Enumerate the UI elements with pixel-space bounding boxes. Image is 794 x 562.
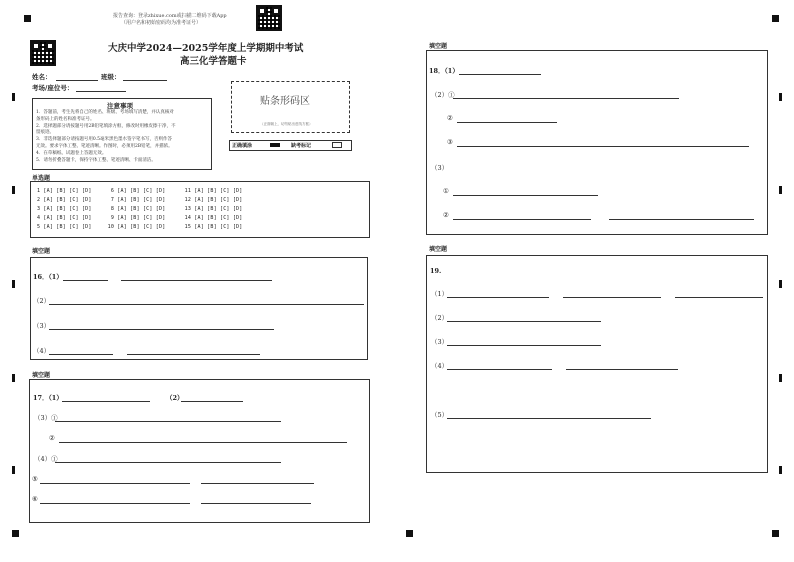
seat-field[interactable] [76,91,126,92]
q16-4-label: （4） [33,347,51,355]
notice-item: 留痕迹。 [36,130,54,136]
q16-3-blank[interactable] [49,329,274,330]
q16-1-blank-b[interactable] [121,280,272,281]
q19-1-blank-b[interactable] [563,297,661,298]
side-mark-2 [12,186,15,194]
q19-4-blank-b[interactable] [566,369,678,370]
side-mark-8 [779,280,782,288]
class-field[interactable] [123,80,167,81]
q19-section-label: 填空题 [429,246,448,253]
mc-row-2[interactable]: 2 [A] [B] [C] [D] 7 [A] [B] [C] [D] 12 [A] [B] [C] [D] [37,197,243,203]
q18-3-blank-2a[interactable] [453,219,591,220]
q18-section-label: 填空题 [429,43,448,50]
barcode-area [231,81,350,133]
notice-item: 5．请勿折叠答题卡，保持字体工整、笔迹清晰、卡面清洁。 [36,157,156,163]
q17-5-blank-a[interactable] [40,483,190,484]
q18-2-label: （2）① [431,91,455,99]
qr-code-left [30,40,56,66]
notice-item: 无效。要求字体工整、笔迹清晰。作图时，必须用2B铅笔，并描浓。 [36,143,173,149]
mc-row-3[interactable]: 3 [A] [B] [C] [D] 8 [A] [B] [C] [D] 13 [A] [B] [C] [D] [37,206,243,212]
q16-4-blank-b[interactable] [127,354,260,355]
q19-1-label: （1） [431,290,449,298]
name-field[interactable] [56,80,98,81]
q17-3b-label: ② [49,434,55,442]
q17-1-blank[interactable] [62,401,150,402]
q19-box [426,255,768,473]
corner-mark-tr [772,15,779,22]
mc-row-1[interactable]: 1 [A] [B] [C] [D] 6 [A] [B] [C] [D] 11 [A] [B] [C] [D] [37,188,243,194]
side-mark-5 [12,466,15,474]
q17-box [29,379,370,523]
q18-title: 18．（1） [429,67,459,75]
q18-3-blank-1[interactable] [453,195,598,196]
class-label: 班级： [101,73,121,81]
q19-1-blank-a[interactable] [447,297,549,298]
correct-fill-label: 正确填涂 [232,143,253,149]
q17-section-label: 填空题 [32,372,51,379]
q19-3-blank[interactable] [447,345,601,346]
notice-line-2: （用户名和初始密码均为准考证号） [121,20,202,26]
side-mark-9 [779,374,782,382]
q16-1-blank-a[interactable] [63,280,108,281]
corner-mark-bl [12,530,19,537]
q19-4-blank-a[interactable] [447,369,552,370]
notice-item: 条形码上的姓名和准考证号。 [36,116,95,122]
notice-box [32,98,212,170]
corner-mark-br [772,530,779,537]
q16-2-blank[interactable] [49,304,364,305]
q19-title: 19. [430,267,442,275]
q19-2-blank[interactable] [447,321,601,322]
q19-2-label: （2） [431,314,449,322]
q18-2-blank-3[interactable] [457,146,749,147]
barcode-hint: （正面朝上，切勿贴出虚线方框） [260,122,313,126]
q19-3-label: （3） [431,338,449,346]
q18-2-blank-1[interactable] [453,98,679,99]
notice-item: 4．在草稿纸、试题卷上答题无效。 [36,150,107,156]
q18-3-blank-2b[interactable] [609,219,754,220]
q17-4-label: （4）① [34,455,58,463]
notice-item: 1．答题前，考生先将自己的姓名、班级、考场填写清楚，并认真核对 [36,110,174,115]
side-mark-10 [779,466,782,474]
seat-label: 考场/座位号： [32,84,74,92]
q17-6-blank-a[interactable] [40,503,190,504]
corner-mark-bm [406,530,413,537]
q16-2-label: （2） [33,297,51,305]
notice-title: 注意事项 [107,102,133,110]
q17-3-blank-2[interactable] [59,442,347,443]
q18-3b-label: ② [443,211,449,219]
q17-3-blank-1[interactable] [55,421,281,422]
q18-2-blank-2[interactable] [457,122,557,123]
corner-mark-tl [24,15,31,22]
mc-row-4[interactable]: 4 [A] [B] [C] [D] 9 [A] [B] [C] [D] 14 [A] [B] [C] [D] [37,215,243,221]
q17-3-label: （3）① [34,414,58,422]
mc-box [30,181,370,238]
q17-4-blank-1[interactable] [55,462,281,463]
notice-item: 3．非选择题部分请按题号用0.5毫米黑色墨水签字笔书写，否则作答 [36,137,173,143]
q19-5-blank[interactable] [447,418,651,419]
absent-mark-label: 缺考标记 [291,143,312,149]
notice-items [36,110,176,164]
q17-6-label: ⑥ [32,495,38,503]
q17-6-blank-b[interactable] [201,503,311,504]
q19-4-label: （4） [431,362,449,370]
notice-line-1: 报告查询：登录zhixue.com或扫描二维码下载App [113,13,227,19]
q18-2b-label: ② [447,114,453,122]
q16-4-blank-a[interactable] [49,354,113,355]
q16-section-label: 填空题 [32,248,51,255]
q18-3a-label: ① [443,187,449,195]
side-mark-3 [12,280,15,288]
qr-code-top [256,5,282,31]
q17-2-label: （2） [166,394,184,402]
side-mark-1 [12,93,15,101]
q17-5-label: ⑤ [32,475,38,483]
q18-1-blank[interactable] [459,74,541,75]
exam-subtitle: 高三化学答题卡 [180,56,247,67]
name-label: 姓名： [32,73,52,81]
q17-title: 17．（1） [33,394,63,402]
q19-5-label: （5） [431,411,449,419]
absent-mark-box[interactable] [332,142,342,148]
q18-2c-label: ③ [447,138,453,146]
notice-item: 2．选择题部分请按题号用2B铅笔填涂方框，修改时用橡皮擦干净，不 [36,123,176,129]
q16-title: 16．（1） [33,273,63,281]
mc-section-label: 单选题 [32,175,51,182]
q16-3-label: （3） [33,322,51,330]
q18-3-label: （3） [431,164,449,172]
q17-5-blank-b[interactable] [201,483,314,484]
mc-row-5[interactable]: 5 [A] [B] [C] [D] 10 [A] [B] [C] [D] 15 [A] [B] [C] [D] [37,224,243,230]
side-mark-7 [779,186,782,194]
q16-box [30,257,368,360]
q19-1-blank-c[interactable] [675,297,763,298]
exam-title: 大庆中学2024—2025学年度上学期期中考试 [108,43,304,54]
q18-box [426,50,768,235]
correct-fill-sample [270,143,280,147]
q17-2-blank[interactable] [181,401,243,402]
side-mark-6 [779,93,782,101]
side-mark-4 [12,374,15,382]
barcode-label: 贴条形码区 [260,96,310,107]
